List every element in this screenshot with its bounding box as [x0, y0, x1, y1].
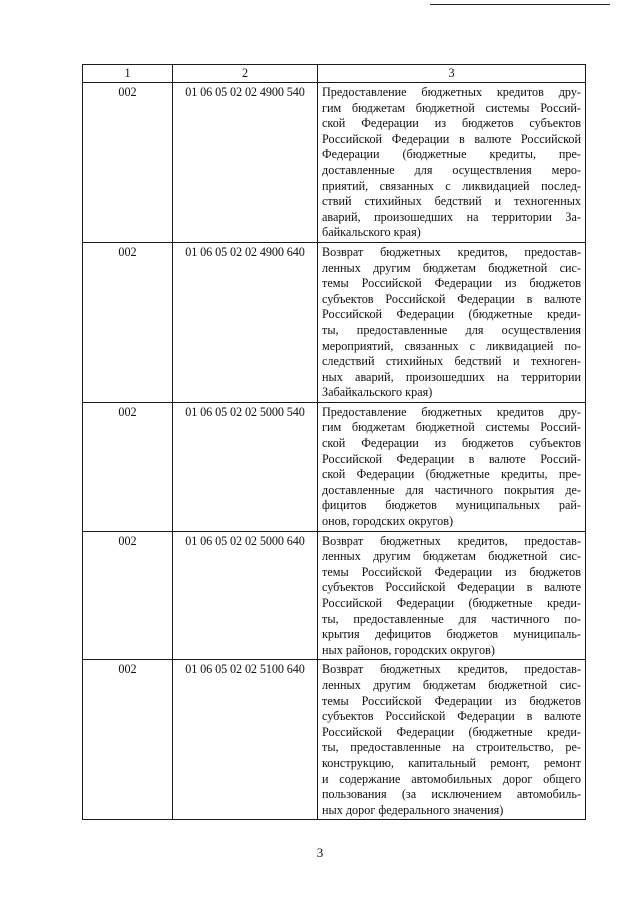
description-line: ской Федерации из бюджетов субъектов: [322, 116, 581, 131]
admin-code-cell: 002: [83, 83, 173, 243]
budget-code-cell: 01 06 05 02 02 4900 640: [173, 242, 318, 402]
description-line: ствий стихийных бедствий и техногенных: [322, 194, 581, 209]
description-line: ской Федерации из бюджетов субъектов: [322, 436, 581, 451]
description-line: и содержание автомобильных дорог общего: [322, 771, 581, 786]
description-line: Российской Федерации (бюджетные креди-: [322, 724, 581, 739]
table-header-row: [83, 65, 586, 83]
table-row: [83, 402, 586, 531]
budget-code-cell: 01 06 05 02 02 5000 640: [173, 531, 318, 660]
description-cell: [318, 660, 586, 820]
admin-code-cell: 002: [83, 402, 173, 531]
top-edge-line: [430, 4, 610, 5]
admin-code-cell: 002: [83, 242, 173, 402]
description-line: Российской Федерации в валюте Российской: [322, 131, 581, 146]
table-row: [83, 242, 586, 402]
description-line: фицитов бюджетов муниципальных рай-: [322, 498, 581, 513]
header-col-2: 2: [173, 65, 318, 83]
description-line: Возврат бюджетных кредитов, предостав-: [322, 662, 581, 677]
description-line: ленных другим бюджетам бюджетной сис-: [322, 260, 581, 275]
budget-code-cell: 01 06 05 02 02 5000 540: [173, 402, 318, 531]
description-line: темы Российской Федерации из бюджетов: [322, 276, 581, 291]
description-line: доставленные для частичного покрытия де-: [322, 482, 581, 497]
description-cell: [318, 531, 586, 660]
description-line: субъектов Российской Федерации в валюте: [322, 580, 581, 595]
description-line: онов, городских округов): [322, 514, 454, 529]
description-line: конструкцию, капитальный ремонт, ремонт: [322, 755, 581, 770]
description-cell: [318, 242, 586, 402]
budget-code-cell: 01 06 05 02 02 4900 540: [173, 83, 318, 243]
table-row: [83, 660, 586, 820]
description-line: Российской Федерации в валюте Россий-: [322, 451, 581, 466]
description-line: гим бюджетам бюджетной системы Россий-: [322, 100, 581, 115]
description-line: Российской Федерации (бюджетные креди-: [322, 307, 581, 322]
description-line: Предоставление бюджетных кредитов дру-: [322, 85, 581, 99]
description-line: ской Федерации (бюджетные кредиты, пре-: [322, 467, 581, 482]
description-line: ных дорог федерального значения): [322, 802, 504, 817]
description-line: ты, предоставленные для осуществления: [322, 322, 581, 337]
description-line: гим бюджетам бюджетной системы Россий-: [322, 420, 581, 435]
budget-codes-table: [82, 64, 586, 820]
header-col-3: 3: [318, 65, 586, 83]
description-line: субъектов Российской Федерации в валюте: [322, 709, 581, 724]
description-cell: [318, 402, 586, 531]
description-line: ленных другим бюджетам бюджетной сис-: [322, 549, 581, 564]
description-line: ных районов, городских округов): [322, 642, 495, 657]
description-line: субъектов Российской Федерации в валюте: [322, 291, 581, 306]
description-line: Российской Федерации (бюджетные креди-: [322, 596, 581, 610]
page-number: 3: [316, 845, 324, 860]
description-line: доставленные для осуществления меро-: [322, 162, 581, 177]
description-line: Забайкальского края): [322, 385, 433, 400]
table-row: [83, 531, 586, 660]
description-line: Возврат бюджетных кредитов, предостав-: [322, 533, 581, 548]
description-line: мероприятий, связанных с ликвидацией по-: [322, 338, 581, 353]
description-line: ты, предоставленные для частичного по-: [322, 611, 581, 626]
description-line: байкальского края): [322, 225, 421, 240]
budget-code-cell: 01 06 05 02 02 5100 640: [173, 660, 318, 820]
description-line: темы Российской Федерации из бюджетов: [322, 564, 581, 579]
admin-code-cell: 002: [83, 531, 173, 660]
description-line: темы Российской Федерации из бюджетов: [322, 693, 581, 708]
description-line: Предоставление бюджетных кредитов дру-: [322, 404, 581, 419]
description-line: Возврат бюджетных кредитов, предостав-: [322, 244, 581, 259]
description-line: ты, предоставленные на строительство, ре-: [322, 740, 581, 755]
description-line: приятий, связанных с ликвидацией послед-: [322, 178, 581, 193]
description-line: ленных другим бюджетам бюджетной сис-: [322, 677, 581, 692]
description-cell: [318, 83, 586, 243]
description-line: следствий стихийных бедствий и техноген-: [322, 354, 581, 369]
admin-code-cell: 002: [83, 660, 173, 820]
table-row: [83, 83, 586, 243]
description-line: крытия дефицитов бюджетов муниципаль-: [322, 627, 581, 642]
description-line: аварий, произошедших на территории За-: [322, 209, 581, 224]
description-line: пользования (за исключением автомобиль-: [322, 787, 581, 802]
description-line: Федерации (бюджетные кредиты, пре-: [322, 147, 581, 162]
description-line: ных аварий, произошедших на территории: [322, 369, 581, 384]
header-col-1: 1: [83, 65, 173, 83]
